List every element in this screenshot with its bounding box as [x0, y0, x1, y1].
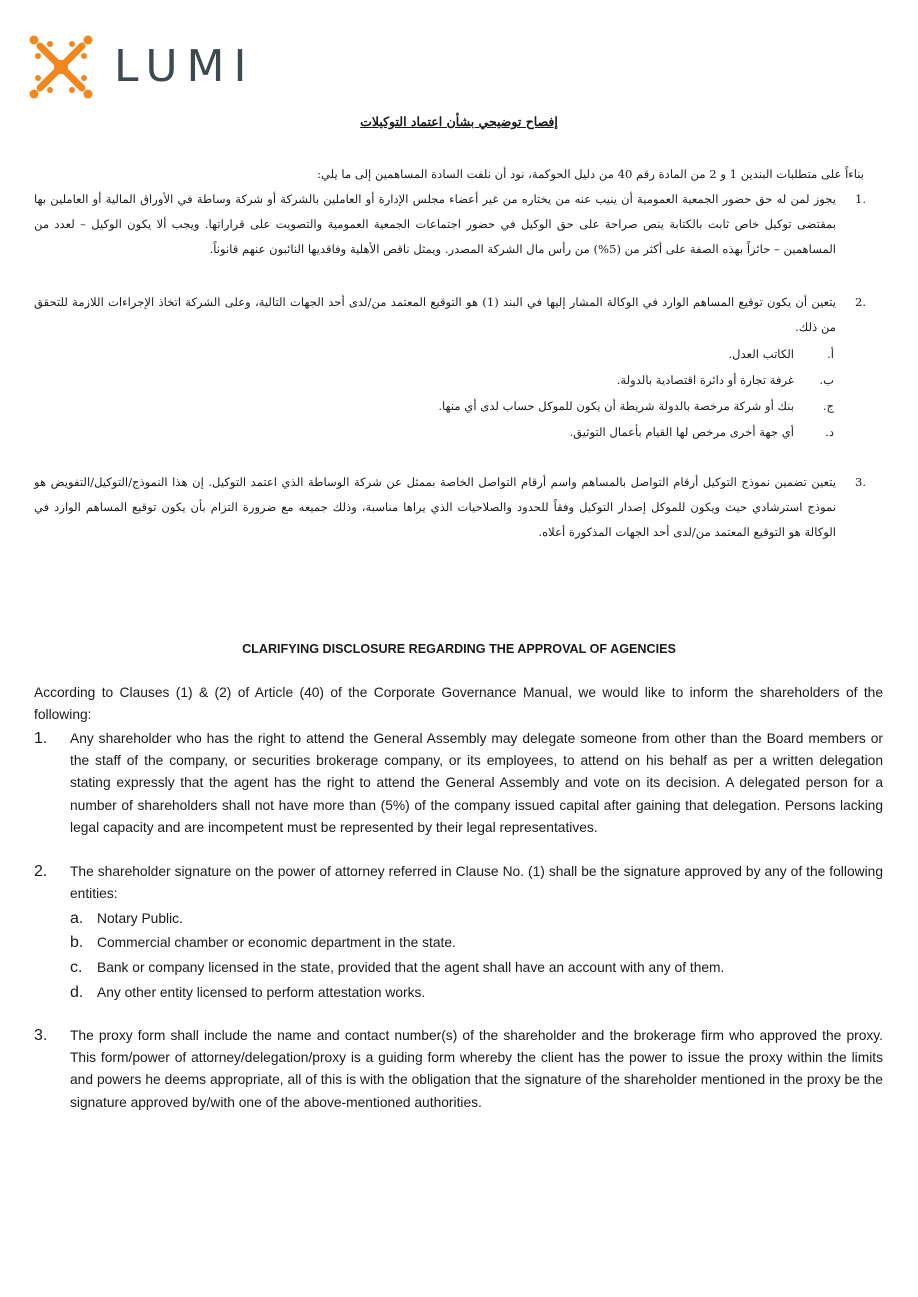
arabic-item-text: يتعين تضمين نموذج التوكيل أرقام التواصل بالمساهم واسم أرقام التواصل الخاصة بممثل عن شركة الوساطة الذي اعتمد التوكيل. إن هذا النموذج/التوكيل/التفويض هو نموذج استرشادي حيث ويكون للموكل إصدار التوكيل وفقاً للحدود والصلاحيات الذي يراها مناسبة، وذلك جميعه مع ضرورة التزام بأن يكون توقيع المساهم الوارد في الوكالة هو التوقيع المعتمد من/لدى أحد الجهات المذكورة أعلاه.: [34, 475, 836, 539]
english-item-1: [34, 728, 883, 839]
arabic-item-number: 2.: [854, 295, 866, 309]
arabic-subitem-letter: ب.: [819, 373, 834, 387]
arabic-item-text: يجوز لمن له حق حضور الجمعية العمومية أن ينيب عنه من يختاره من غير أعضاء مجلس الإدارة أو العاملين بالشركة أو شركة وساطة في الأوراق المالية أو العاملين بها بمقتضى توكيل خاص ثابت بالكتابة ينص صراحة على حق الوكيل في حضور اجتماعات الجمعية العمومية والتصويت على قراراتها. ويجب ألا يكون الوكيل – لعدد من المساهمين – حائزاً بهذه الصفة على أكثر من (5%) من رأس مال الشركة المصدر. ويمثل ناقص الأهلية وفاقديها النائبون عنهم قانوناً.: [34, 192, 836, 256]
english-subitem-c: [70, 957, 870, 979]
arabic-item-2: [34, 290, 866, 340]
arabic-subitem-c: [334, 394, 834, 419]
arabic-subitem-d: [334, 420, 834, 445]
arabic-item-number: 3.: [854, 475, 866, 489]
arabic-subitem-letter: د.: [825, 425, 834, 439]
english-subitem-letter: d.: [70, 984, 84, 1001]
english-item-text: Any shareholder who has the right to attend the General Assembly may delegate someone from other than the Board members or the staff of the company, or securities brokerage company, or its employees, to attend on his behalf as per a written delegation stating expressly that the agent has the right to attend the General Assembly and vote on its decision. A delegated person for a number of shareholders shall not have more than (5%) of the company issued capital after gaining that delegation. Persons lacking legal capacity and are incompetent must be represented by their legal representatives.: [70, 731, 883, 835]
arabic-item-3: [34, 470, 866, 545]
english-item-3: [34, 1025, 883, 1114]
arabic-item-text: يتعين أن يكون توقيع المساهم الوارد في الوكالة المشار إليها في البند (1) هو التوقيع المعتمد من/لدى أحد الجهات التالية، وعلى الشركة اتخاذ الإجراءات اللازمة للتحقق من ذلك.: [34, 295, 836, 334]
arabic-subitem-text: بنك أو شركة مرخصة بالدولة شريطة أن يكون للموكل حساب لدى أي منها.: [438, 399, 794, 413]
english-item-number: 2.: [34, 863, 48, 880]
english-subitem-b: [70, 932, 870, 954]
english-subitem-text: Bank or company licensed in the state, provided that the agent shall have an account with any of them.: [97, 960, 725, 975]
english-subitem-text: Notary Public.: [97, 911, 183, 926]
english-subitem-text: Commercial chamber or economic department in the state.: [97, 935, 456, 950]
english-subitem-letter: b.: [70, 934, 84, 951]
arabic-title: إفصاح توضيحي بشأن اعتماد التوكيلات: [360, 114, 558, 129]
arabic-subitem-text: أي جهة أخرى مرخص لها القيام بأعمال التوثيق.: [569, 425, 794, 439]
english-item-number: 3.: [34, 1027, 48, 1044]
lumi-logo-text: LUMI: [114, 41, 256, 92]
arabic-item-1: [34, 187, 866, 262]
english-title: CLARIFYING DISCLOSURE REGARDING THE APPROVAL OF AGENCIES: [242, 642, 676, 656]
arabic-subitem-letter: ج.: [822, 399, 834, 413]
arabic-item-number: 1.: [854, 192, 866, 206]
lumi-logo: [28, 33, 268, 101]
arabic-subitem-text: الكاتب العدل.: [728, 347, 794, 361]
english-intro: According to Clauses (1) & (2) of Article (40) of the Corporate Governance Manual, we would like to inform the shareholders of the following:: [34, 685, 883, 723]
english-subitem-d: [70, 982, 870, 1004]
arabic-subitem-a: [334, 342, 834, 367]
english-item-2: [34, 861, 883, 905]
english-subitem-a: [70, 908, 870, 930]
english-subitem-text: Any other entity licensed to perform attestation works.: [97, 985, 426, 1000]
english-subitem-letter: a.: [70, 910, 84, 927]
arabic-subitem-letter: أ.: [827, 347, 834, 361]
arabic-subitem-b: [334, 368, 834, 393]
lumi-logo-mark-icon: [28, 34, 94, 100]
english-item-text: The shareholder signature on the power of attorney referred in Clause No. (1) shall be the signature approved by any of the following entities:: [70, 864, 883, 902]
english-subitem-letter: c.: [70, 959, 83, 976]
arabic-subitem-text: غرفة تجارة أو دائرة اقتصادية بالدولة.: [616, 373, 794, 387]
english-item-text: The proxy form shall include the name and contact number(s) of the shareholder and the brokerage firm who approved the proxy. This form/power of attorney/delegation/proxy is a guiding form whereby the client has the power to issue the proxy within the limits and powers he deems appropriate, all of this is with the obligation that the signature of the shareholder mentioned in the proxy be the signature approved by/with one of the above-mentioned authorities.: [70, 1028, 883, 1110]
english-item-number: 1.: [34, 730, 48, 747]
arabic-intro: بناءاً على متطلبات البندين 1 و 2 من المادة رقم 40 من دليل الحوكمة، نود أن نلفت السادة المساهمين إلى ما يلي:: [317, 167, 864, 181]
